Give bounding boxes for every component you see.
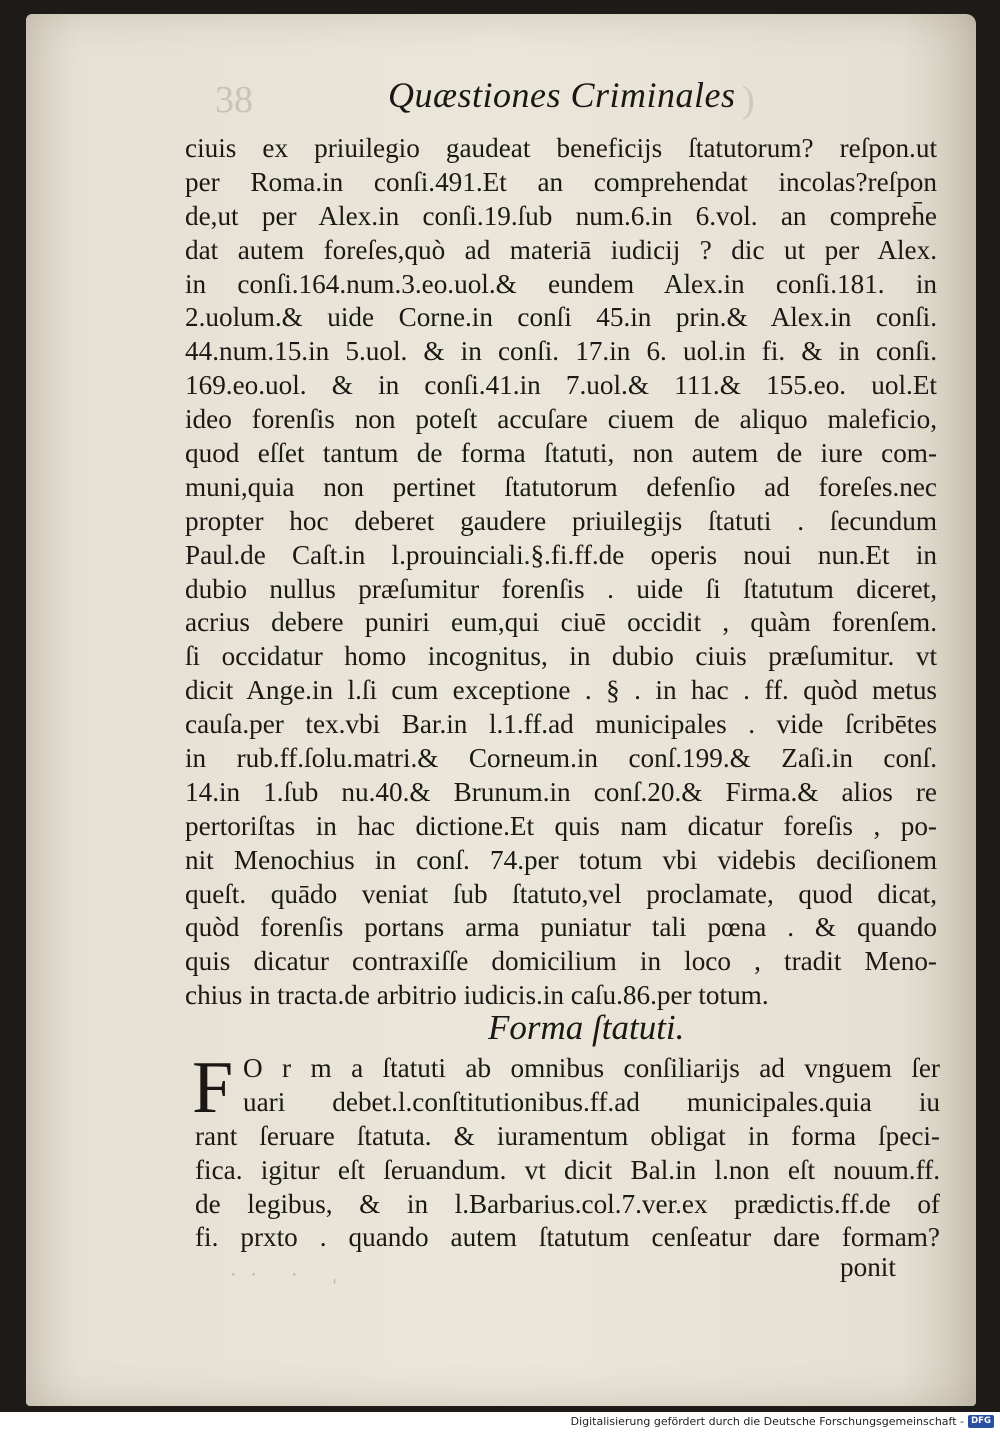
catchword: ponit	[840, 1252, 896, 1282]
text-line: quòd forenſis portans arma puniatur tali pœna . & quando	[185, 912, 937, 943]
text-line: rant ſeruare ſtatuta. & iuramentum obligat in forma ſpeci-	[195, 1120, 940, 1151]
text-line: fi. prxto . quando autem ſtatutum cenſeatur dare formam?	[195, 1222, 940, 1253]
bleed-through-mark: )	[742, 79, 755, 121]
text-line: 169.eo.uol. & in conſi.41.in 7.uol.& 111.& 155.eo. uol.Et	[185, 370, 937, 401]
text-line: queſt. quādo veniat ſub ſtatuto,vel proclamate, quod dicat,	[185, 878, 937, 909]
text-line: dicit Ange.in l.ſi cum exceptione . § . in hac . ff. quòd metus	[185, 675, 937, 706]
ghost-page-number: 38	[215, 79, 253, 121]
text-line: acrius debere puniri eum,qui ciuē occidit , quàm forenſem.	[185, 607, 937, 638]
text-line: in conſi.164.num.3.eo.uol.& eundem Alex.in conſi.181. in	[185, 268, 937, 299]
footer-bar	[0, 1412, 1000, 1432]
text-line: nit Menochius in conſ. 74.per totum vbi videbis deciſionem	[185, 844, 937, 875]
text-line: ideo forenſis non poteſt accuſare ciuem de aliquo maleficio,	[185, 404, 937, 435]
text-line: 44.num.15.in 5.uol. & in conſi. 17.in 6. uol.in fi. & in conſi.	[185, 336, 937, 367]
section-text-block	[192, 1047, 940, 1255]
text-line: in rub.ff.ſolu.matri.& Corneum.in conſ.199.& Zaſi.in conſ.	[185, 743, 937, 774]
running-head: Quæstiones Criminales	[388, 75, 736, 115]
text-line: dat autem foreſes,quò ad materiā iudicij ? dic ut per Alex.	[185, 234, 937, 265]
text-line: propter hoc deberet gaudere priuilegijs ſtatuti . ſecundum	[185, 505, 937, 536]
text-line: 14.in 1.ſub nu.40.& Brunum.in conſ.20.& Firma.& alios re	[185, 776, 937, 807]
text-line: cauſa.per tex.vbi Bar.in l.1.ff.ad municipales . vide ſcribētes	[185, 709, 937, 740]
text-line: per Roma.in conſi.491.Et an comprehendat incolas?reſpon	[185, 166, 937, 197]
drop-cap: F	[192, 1047, 234, 1129]
text-line: 2.uolum.& uide Corne.in conſi 45.in prin.& Alex.in conſi.	[185, 302, 937, 333]
main-text-block	[185, 132, 937, 1013]
text-line: de legibus, & in l.Barbarius.col.7.ver.ex prædictis.ff.de of	[195, 1188, 940, 1219]
text-line: uari debet.l.conſtitutionibus.ff.ad municipales.quia iu	[243, 1086, 940, 1117]
section-heading: Forma ſtatuti.	[488, 1008, 685, 1047]
dfg-logo: DFG	[968, 1415, 994, 1428]
text-line: fica. igitur eſt ſeruandum. vt dicit Bal.in l.non eſt nouum.ff.	[195, 1154, 940, 1185]
bleed-through-marks: ·· · ˌ	[230, 1262, 352, 1286]
text-line: muni,quia non pertinet ſtatutorum defenſio ad foreſes.nec	[185, 471, 937, 502]
text-line: dubio nullus præſumitur forenſis . uide ſi ſtatutum diceret,	[185, 573, 937, 604]
text-line: ſi occidatur homo incognitus, in dubio ciuis præſumitur. vt	[185, 641, 937, 672]
text-line: chius in tracta.de arbitrio iudicis.in caſu.86.per totum.	[185, 980, 769, 1011]
text-line: Paul.de Caſt.in l.prouinciali.§.fi.ff.de operis noui nun.Et in	[185, 539, 937, 570]
text-line: de,ut per Alex.in conſi.19.ſub num.6.in 6.vol. an compreh̄e	[185, 200, 937, 231]
text-line: quod eſſet tantum de forma ſtatuti, non autem de iure com-	[185, 438, 937, 469]
text-line: ciuis ex priuilegio gaudeat beneficijs ſtatutorum? reſpon.ut	[185, 133, 937, 163]
text-line: O r m a ſtatuti ab omnibus conſiliarijs ad vnguem ſer	[243, 1053, 940, 1083]
text-line: pertoriſtas in hac dictione.Et quis nam dicatur foreſis , po-	[185, 810, 937, 841]
text-line: quis dicatur contraxiſſe domicilium in loco , tradit Meno-	[185, 946, 937, 977]
footer-credit: Digitalisierung gefördert durch die Deutsche Forschungsgemeinschaft -	[570, 1415, 964, 1428]
